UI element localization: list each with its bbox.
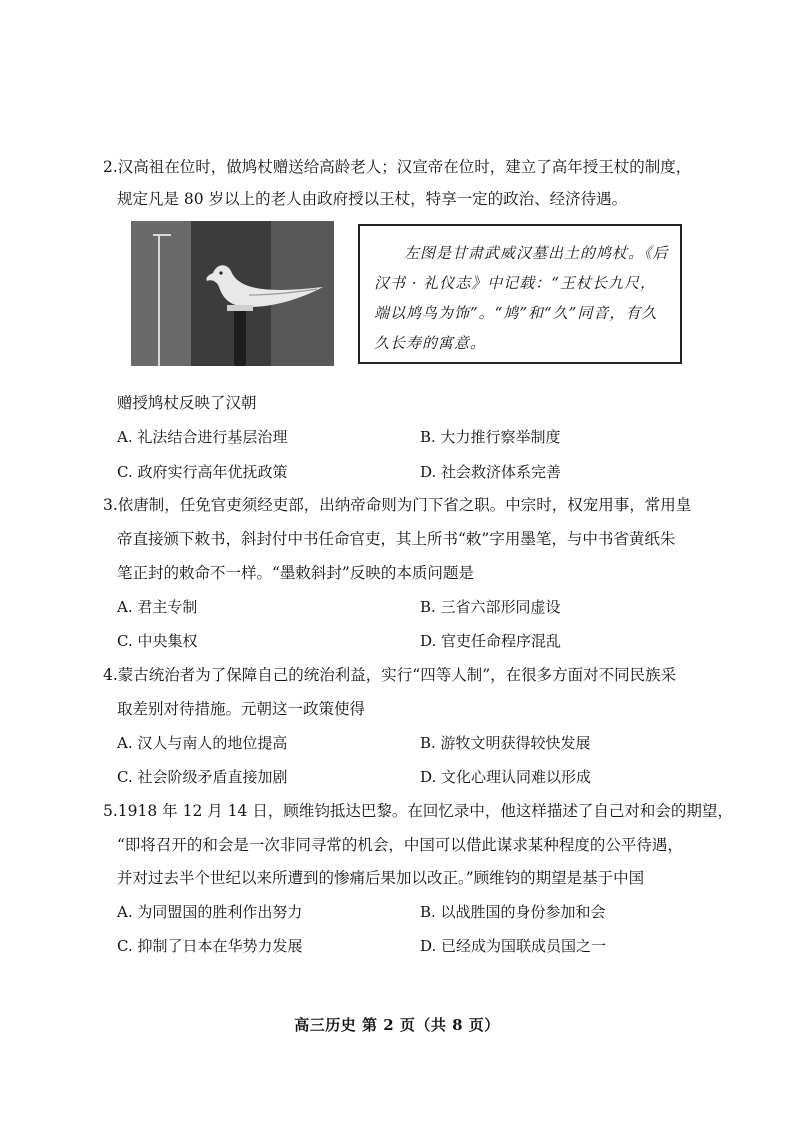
q3-line3: 笔正封的敕命不一样。“墨敕斜封”反映的本质问题是 [117, 564, 474, 582]
q5-line3: 并对过去半个世纪以来所遭到的惨痛后果加以改正。”顾维钧的期望是基于中国 [117, 869, 645, 887]
q2-option-a: A. 礼法结合进行基层治理 [117, 428, 288, 446]
q2-option-c: C. 政府实行高年优抚政策 [117, 463, 288, 481]
q5-line2: “即将召开的和会是一次非同寻常的机会，中国可以借此谋求某种程度的公平待遇， [117, 836, 683, 854]
pigeon-staff-photo [131, 221, 334, 366]
page-footer: 高三历史 第 2 页（共 8 页） [294, 1016, 500, 1034]
pigeon-staff-icon [131, 221, 334, 366]
q5-line1: 5.1918 年 12 月 14 日，顾维钧抵达巴黎。在回忆录中，他这样描述了自己对和会的期望， [103, 802, 733, 820]
q3-line2: 帝直接颁下敕书，斜封付中书任命官吏，其上所书“敕”字用墨笔，与中书省黄纸朱 [117, 530, 676, 548]
note-text: 左图是甘肃武威汉墓出土的鸠杖。《后汉书 · 礼仪志》中记载：“王杖长九尺，端以鸠鸟为饰”。“鸠”和“久”同音，有久久长寿的寓意。 [374, 244, 669, 352]
q4-line2: 取差别对待措施。元朝这一政策使得 [117, 700, 366, 718]
q2-option-b: B. 大力推行察举制度 [420, 428, 561, 446]
q5-option-a: A. 为同盟国的胜利作出努力 [117, 903, 303, 921]
q2-option-d: D. 社会救济体系完善 [420, 463, 562, 481]
q2-line2: 规定凡是 80 岁以上的老人由政府授以王杖，特享一定的政治、经济待遇。 [117, 190, 628, 208]
q3-option-d: D. 官吏任命程序混乱 [420, 632, 562, 650]
q4-line1: 4.蒙古统治者为了保障自己的统治利益，实行“四等人制”，在很多方面对不同民族采 [103, 666, 677, 684]
q5-option-c: C. 抑制了日本在华势力发展 [117, 937, 303, 955]
q4-option-c: C. 社会阶级矛盾直接加剧 [117, 768, 288, 786]
q2-line1: 2.汉高祖在位时，做鸠杖赠送给高龄老人；汉宣帝在位时，建立了高年授王杖的制度， [103, 158, 692, 176]
q3-option-c: C. 中央集权 [117, 632, 198, 650]
q2-stem: 赠授鸠杖反映了汉朝 [117, 394, 257, 412]
q4-option-a: A. 汉人与南人的地位提高 [117, 734, 288, 752]
q3-option-a: A. 君主专制 [117, 598, 198, 616]
q5-option-b: B. 以战胜国的身份参加和会 [420, 903, 606, 921]
q4-option-b: B. 游牧文明获得较快发展 [420, 734, 591, 752]
q4-option-d: D. 文化心理认同难以形成 [420, 768, 592, 786]
note-box [358, 224, 682, 364]
q3-line1: 3.依唐制，任免官吏须经吏部，出纳帝命则为门下省之职。中宗时，权宠用事，常用皇 [103, 496, 692, 514]
q5-option-d: D. 已经成为国联成员国之一 [420, 937, 607, 955]
q3-option-b: B. 三省六部形同虚设 [420, 598, 561, 616]
